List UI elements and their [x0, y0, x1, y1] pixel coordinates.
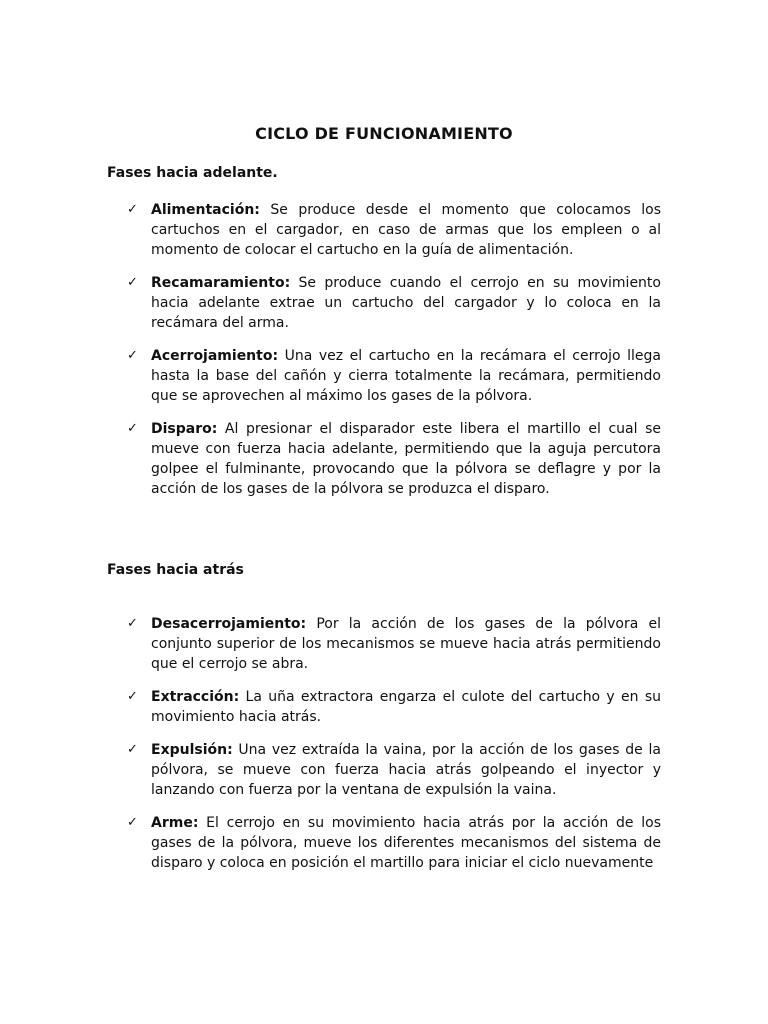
list-item: [127, 419, 661, 499]
phase-term: Arme:: [151, 815, 199, 831]
list-item: [127, 273, 661, 333]
page-title: CICLO DE FUNCIONAMIENTO: [255, 124, 513, 143]
phase-description: Al presionar el disparador este libera el martillo el cual se mueve con fuerza hacia adelante, permitiendo que la aguja percutora golpee el fulminante, provocando que la pólvora se deflagre y por la acción de los gases de la pólvora se produzca el disparo.: [151, 421, 661, 497]
check-icon: ✓: [127, 616, 138, 631]
check-icon: ✓: [127, 689, 138, 704]
phase-term: Desacerrojamiento:: [151, 616, 307, 632]
check-icon: ✓: [127, 202, 138, 217]
list-item: [127, 740, 661, 800]
check-icon: ✓: [127, 421, 138, 436]
phase-description: El cerrojo en su movimiento hacia atrás por la acción de los gases de la pólvora, mueve los diferentes mecanismos del sistema de disparo y coloca en posición el martillo para iniciar el ciclo nuevamente: [151, 815, 661, 871]
phase-description: La uña extractora engarza el culote del cartucho y en su movimiento hacia atrás.: [151, 689, 661, 725]
list-item: [127, 346, 661, 406]
list-item: [127, 614, 661, 674]
phase-term: Alimentación:: [151, 202, 260, 218]
list-item: [127, 200, 661, 260]
section-heading-forward: Fases hacia adelante.: [107, 165, 278, 181]
list-item: [127, 687, 661, 727]
phase-description: Una vez el cartucho en la recámara el cerrojo llega hasta la base del cañón y cierra totalmente la recámara, permitiendo que se aprovechen al máximo los gases de la pólvora.: [151, 348, 661, 404]
forward-phases-list: [127, 200, 661, 512]
phase-term: Disparo:: [151, 421, 218, 437]
backward-phases-list: [127, 614, 661, 886]
phase-description: Por la acción de los gases de la pólvora el conjunto superior de los mecanismos se mueve hacia atrás permitiendo que el cerrojo se abra.: [151, 616, 661, 672]
check-icon: ✓: [127, 275, 138, 290]
phase-term: Recamaramiento:: [151, 275, 291, 291]
phase-term: Extracción:: [151, 689, 240, 705]
check-icon: ✓: [127, 348, 138, 363]
phase-description: Se produce cuando el cerrojo en su movimiento hacia adelante extrae un cartucho del cargador y lo coloca en la recámara del arma.: [151, 275, 661, 331]
phase-term: Acerrojamiento:: [151, 348, 279, 364]
check-icon: ✓: [127, 815, 138, 830]
section-heading-backward: Fases hacia atrás: [107, 562, 244, 578]
list-item: [127, 813, 661, 873]
phase-description: Se produce desde el momento que colocamos los cartuchos en el cargador, en caso de armas que los empleen o al momento de colocar el cartucho en la guía de alimentación.: [151, 202, 661, 258]
phase-description: Una vez extraída la vaina, por la acción de los gases de la pólvora, se mueve con fuerza hacia atrás golpeando el inyector y lanzando con fuerza por la ventana de expulsión la vaina.: [151, 742, 661, 798]
check-icon: ✓: [127, 742, 138, 757]
phase-term: Expulsión:: [151, 742, 233, 758]
